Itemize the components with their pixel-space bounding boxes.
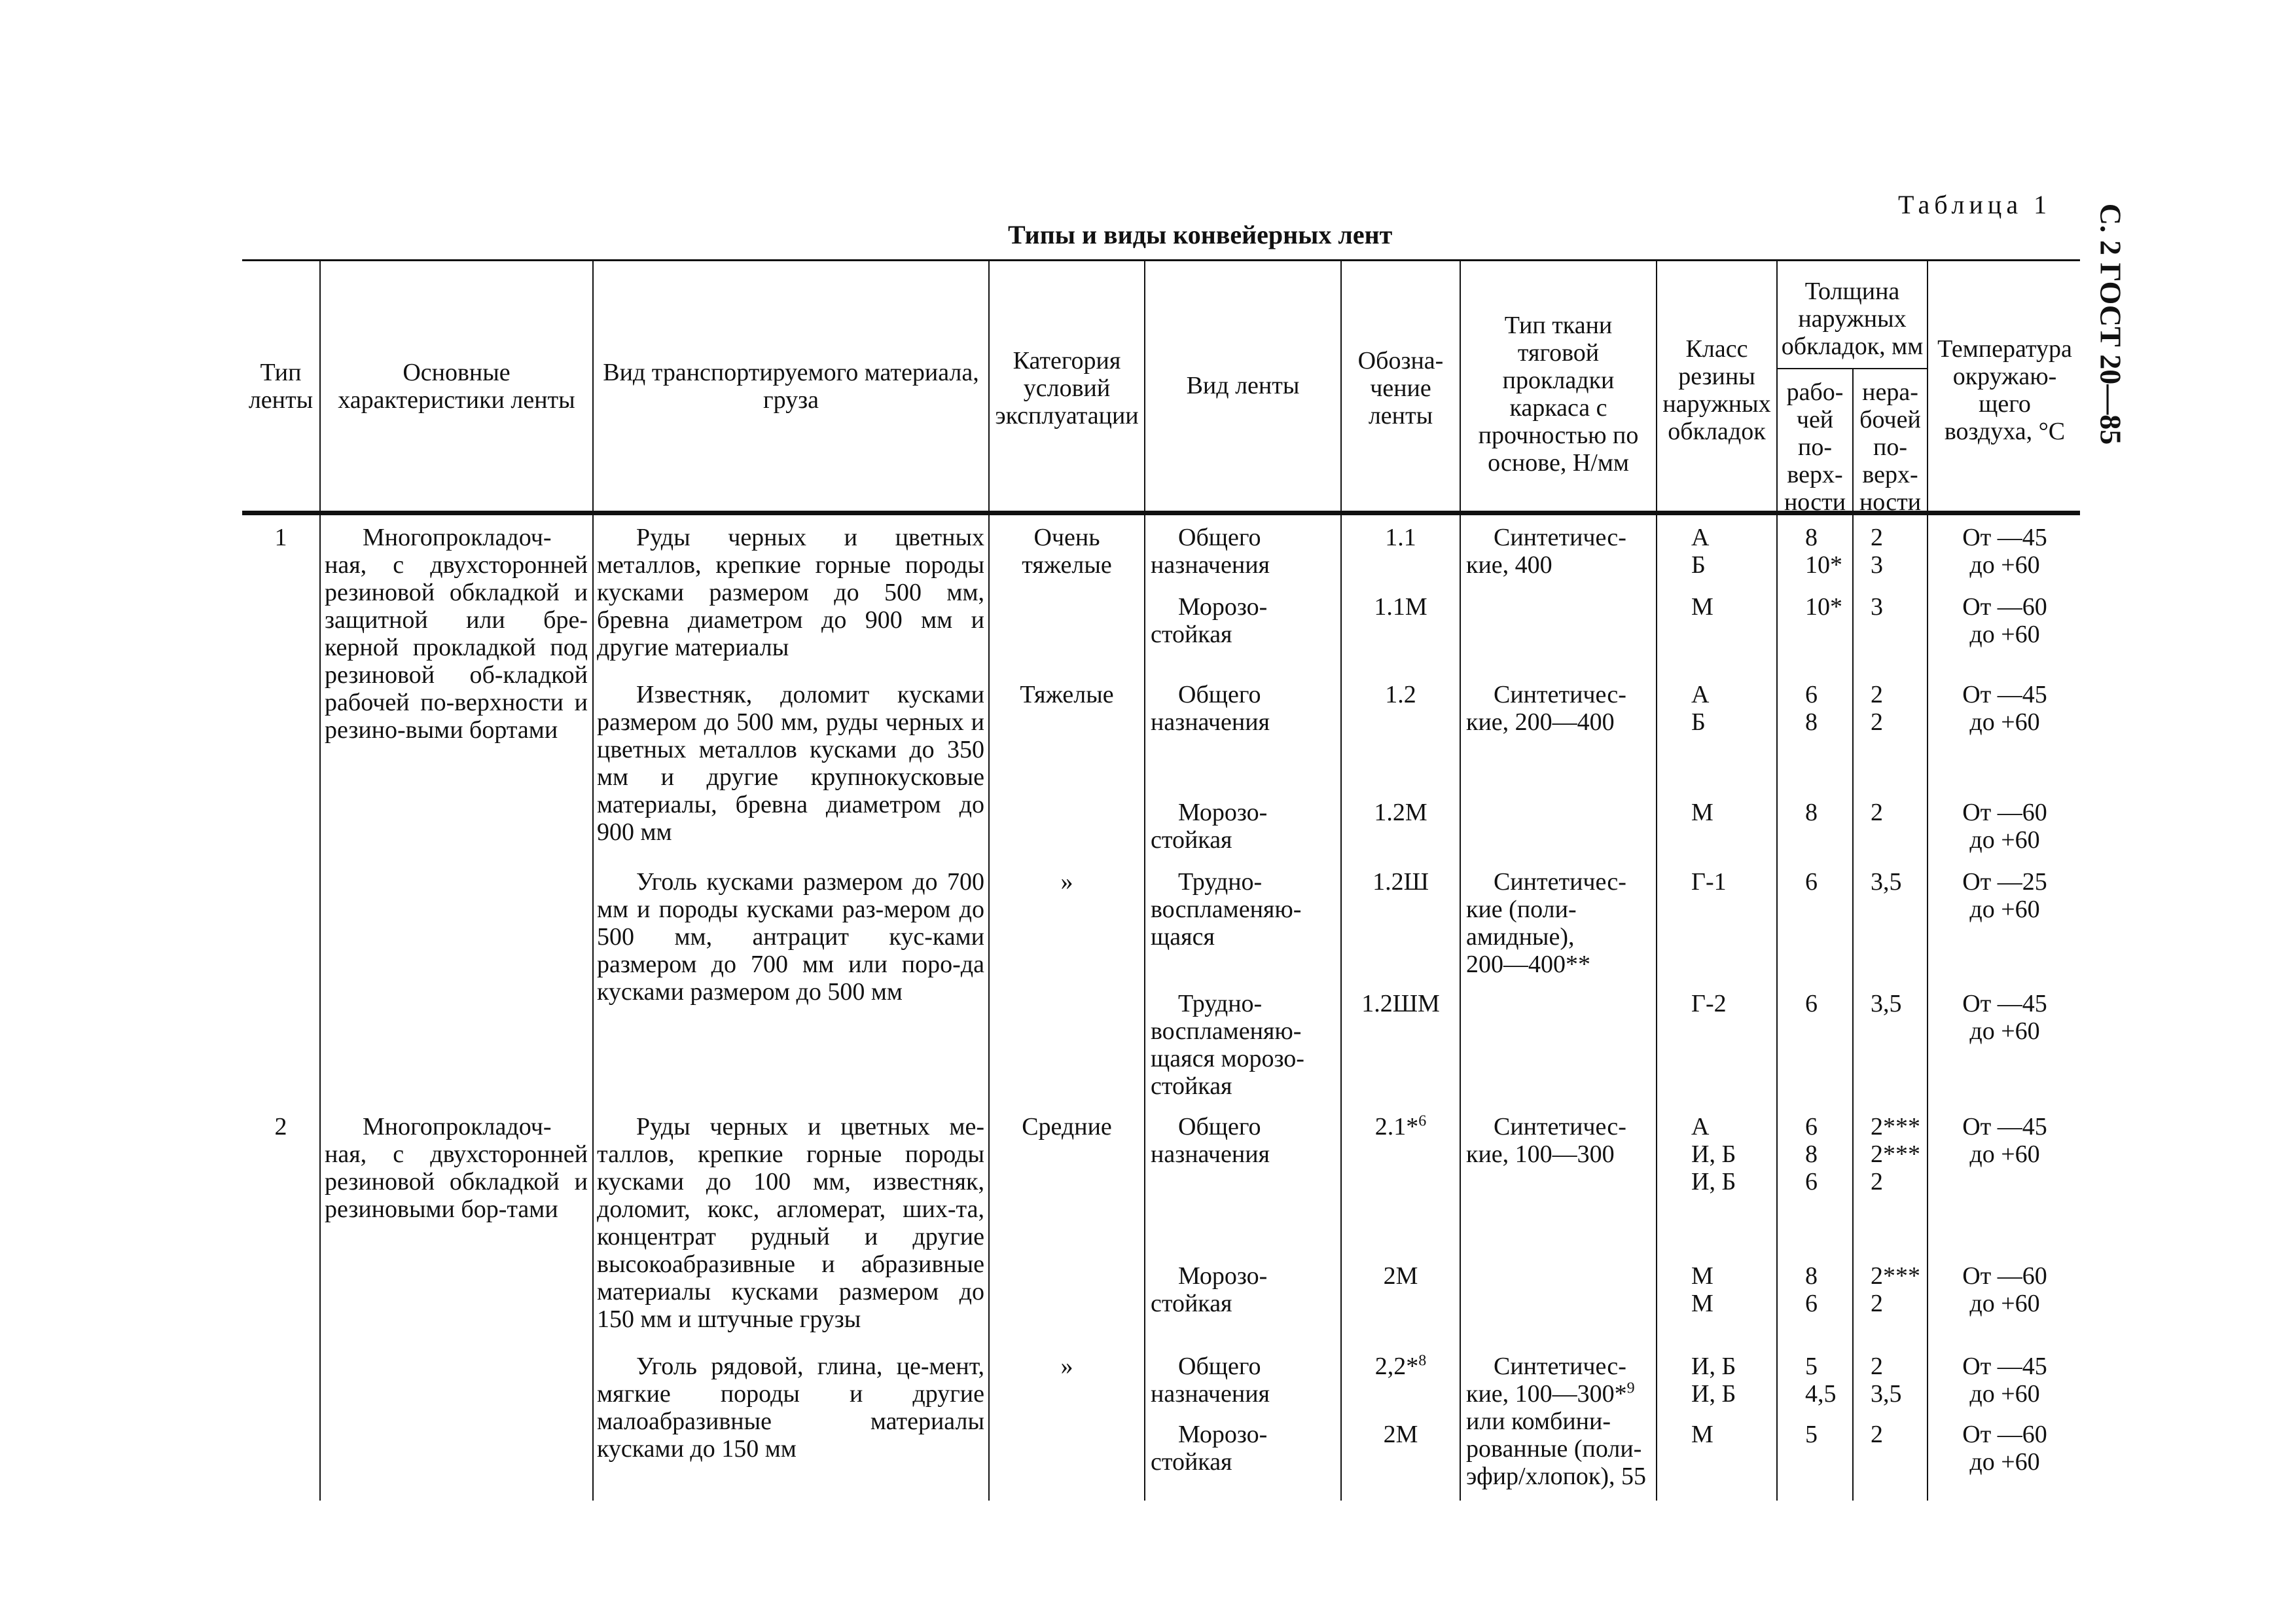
rubber-class: М (1691, 799, 1713, 826)
nonworking-thickness: 2 (1871, 799, 1883, 826)
header-temperature: Температура окружаю- щего воздуха, °С (1937, 335, 2072, 445)
material-3: Уголь кусками размером до 700 мм и породы кусками раз-мером до 500 мм, антрацит кус-ками размером до 700 мм или поро-да кусками размером до 500 мм (597, 868, 984, 1006)
rubber-class: М М (1691, 1262, 1713, 1317)
working-thickness: 6 (1805, 990, 1818, 1017)
type-2-characteristics: Многопрокладоч-ная, с двухсторонней резиновой обкладкой и резиновыми бор-тами (325, 1113, 588, 1223)
rubber-class: А Б (1691, 681, 1710, 736)
working-thickness: 8 10* (1805, 524, 1842, 579)
category-medium: Средние (1022, 1113, 1112, 1140)
rubber-class: И, Б И, Б (1691, 1353, 1736, 1408)
nonworking-thickness: 3,5 (1871, 868, 1902, 896)
fabric-type: Синтетичес- кие (поли- амидные), 200—400** (1466, 868, 1626, 978)
designation: 1.1 (1385, 524, 1416, 551)
temperature: От —45 до +60 (1962, 524, 2047, 579)
working-thickness: 6 (1805, 868, 1818, 896)
col-divider (319, 260, 321, 1501)
working-thickness: 5 4,5 (1805, 1353, 1837, 1408)
kind-frost: Морозо- стойкая (1151, 593, 1268, 648)
col-divider (1852, 369, 1854, 1501)
material-5: Уголь рядовой, глина, це-мент, мягкие породы и другие малоабразивные материалы кусками до 150 мм (597, 1353, 984, 1463)
nonworking-thickness: 2 3 (1871, 524, 1883, 579)
header-fabric: Тип ткани тяговой прокладки каркаса с прочностью по основе, Н/мм (1478, 312, 1639, 477)
temperature: От —45 до +60 (1962, 1113, 2047, 1168)
table-number: Таблица 1 (1898, 190, 2052, 219)
temperature: От —45 до +60 (1962, 990, 2047, 1045)
category-ditto: » (1060, 868, 1073, 896)
kind-general: Общего назначения (1151, 1113, 1270, 1168)
kind-frost: Морозо- стойкая (1151, 1262, 1268, 1317)
rubber-class: М (1691, 593, 1713, 621)
nonworking-thickness: 2 3,5 (1871, 1353, 1902, 1408)
nonworking-thickness: 3,5 (1871, 990, 1902, 1017)
header-kind: Вид ленты (1186, 372, 1300, 399)
designation: 1.1М (1374, 593, 1427, 621)
designation: 2М (1383, 1262, 1418, 1290)
type-1-characteristics: Многопрокладоч-ная, с двухсторонней резиновой обкладкой и защитной или бре-керной прокладкой под резиновой об-кладкой рабочей по-верхности и резино-выми бортами (325, 524, 588, 744)
kind-frost: Морозо- стойкая (1151, 1421, 1268, 1476)
designation: 2,2*$^8$ (1374, 1352, 1427, 1380)
designation: 1.2ШМ (1361, 990, 1440, 1017)
temperature: От —60 до +60 (1962, 1421, 2047, 1476)
fabric-type: Синтетичес- кие, 100—300*$^9$ или комбини- рованные (поли- эфир/хлопок), 55 (1466, 1353, 1647, 1490)
rubber-class: Г-1 (1691, 868, 1727, 896)
header-material: Вид транспортируемого материала, груза (603, 359, 979, 414)
working-thickness: 8 (1805, 799, 1818, 826)
header-working-surface: рабо- чей по- верх- ности (1784, 378, 1846, 516)
col-divider (1144, 260, 1145, 1501)
table-top-rule (242, 259, 2080, 261)
temperature: От —60 до +60 (1962, 1262, 2047, 1317)
designation: 1.2М (1374, 799, 1427, 826)
header-type: Тип ленты (248, 359, 314, 414)
rubber-class: М (1691, 1421, 1713, 1448)
temperature: От —60 до +60 (1962, 799, 2047, 854)
type-1: 1 (274, 524, 287, 551)
rubber-class: Г-2 (1691, 990, 1727, 1017)
type-2: 2 (274, 1113, 287, 1140)
fabric-type: Синтетичес- кие, 200—400 (1466, 681, 1626, 736)
fabric-type: Синтетичес- кие, 100—300 (1466, 1113, 1626, 1168)
nonworking-thickness: 3 (1871, 593, 1883, 621)
rubber-class: А И, Б И, Б (1691, 1113, 1736, 1195)
header-category: Категория условий эксплуатации (995, 347, 1139, 429)
header-designation: Обозна- чение ленты (1357, 347, 1444, 429)
kind-fire-frost: Трудно- воспламеняю- щаяся морозо- стойкая (1151, 990, 1304, 1100)
temperature: От —45 до +60 (1962, 681, 2047, 736)
working-thickness: 5 (1805, 1421, 1818, 1448)
page-header: С. 2 ГОСТ 20—85 (2094, 203, 2128, 445)
working-thickness: 10* (1805, 593, 1842, 621)
working-thickness: 8 6 (1805, 1262, 1818, 1317)
temperature: От —45 до +60 (1962, 1353, 2047, 1408)
material-2: Известняк, доломит кусками размером до 500 мм, руды черных и цветных металлов кусками до 350 мм и другие крупнокусковые материалы, бревна диаметром до 900 мм (597, 681, 984, 846)
kind-general: Общего назначения (1151, 1353, 1270, 1408)
kind-frost: Морозо- стойкая (1151, 799, 1268, 854)
kind-general: Общего назначения (1151, 681, 1270, 736)
working-thickness: 6 8 6 (1805, 1113, 1818, 1195)
header-thickness: Толщина наружных обкладок, мм (1781, 278, 1924, 360)
kind-fire-resistant: Трудно- воспламеняю- щаяся (1151, 868, 1302, 951)
designation: 2.1*$^6$ (1374, 1112, 1427, 1140)
header-rubber-class: Класс резины наружных обкладок (1662, 335, 1771, 445)
header-main-characteristics: Основные характеристики ленты (338, 359, 575, 414)
category-ditto: » (1060, 1353, 1073, 1380)
table-title: Типы и виды конвейерных лент (1008, 220, 1393, 249)
nonworking-thickness: 2*** 2 (1871, 1262, 1920, 1317)
thickness-subheader-rule (1776, 368, 1927, 369)
material-1: Руды черных и цветных металлов, крепкие горные породы кусками размером до 500 мм, бревна диаметром до 900 мм и другие материалы (597, 524, 984, 661)
category-very-heavy: Очень тяжелые (1022, 524, 1112, 579)
material-4: Руды черных и цветных ме-таллов, крепкие горные породы кусками до 100 мм, известняк, доломит, кокс, агломерат, ших-та, концентрат рудный и другие высокоабразивные и абразивные материалы кусками размером до 150 мм и штучные грузы (597, 1113, 984, 1333)
nonworking-thickness: 2 2 (1871, 681, 1883, 736)
kind-general: Общего назначения (1151, 524, 1270, 579)
nonworking-thickness: 2*** 2*** 2 (1871, 1113, 1920, 1195)
fabric-type: Синтетичес- кие, 400 (1466, 524, 1626, 579)
rubber-class: А Б (1691, 524, 1710, 579)
working-thickness: 6 8 (1805, 681, 1818, 736)
nonworking-thickness: 2 (1871, 1421, 1883, 1448)
temperature: От —60 до +60 (1962, 593, 2047, 648)
category-heavy: Тяжелые (1020, 681, 1114, 708)
col-divider (592, 260, 594, 1501)
designation: 2М (1383, 1421, 1418, 1448)
designation: 1.2 (1385, 681, 1416, 708)
col-divider (1656, 260, 1657, 1501)
designation: 1.2Ш (1372, 868, 1429, 896)
temperature: От —25 до +60 (1962, 868, 2047, 923)
header-nonworking-surface: нера- бочей по- верх- ности (1859, 378, 1922, 516)
